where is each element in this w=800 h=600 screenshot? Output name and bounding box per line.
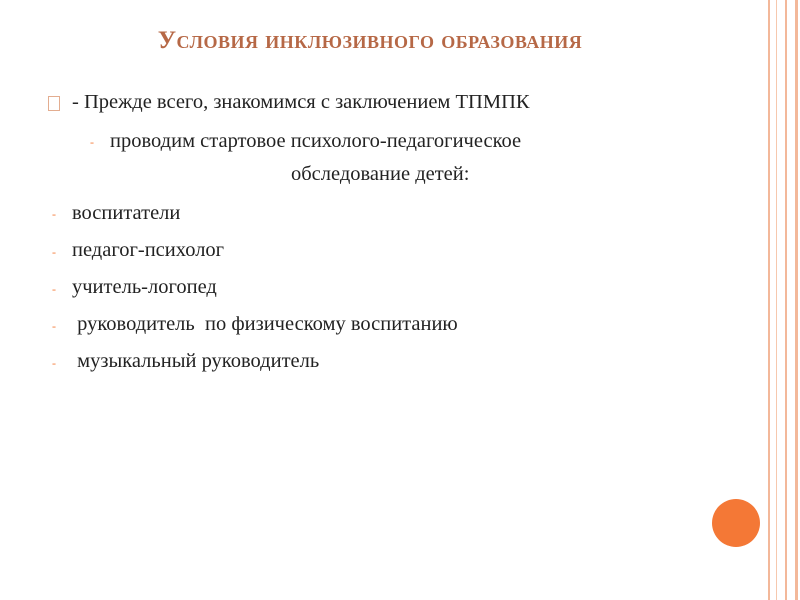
list-item: учитель-логопед	[72, 276, 217, 298]
dash-bullet: -	[52, 207, 56, 221]
placeholder-box-icon	[48, 96, 60, 111]
list-item: проводим стартовое психолого-педагогическое	[110, 130, 522, 152]
accent-circle	[712, 499, 760, 547]
dash-bullet: -	[90, 135, 94, 149]
dash-bullet: -	[52, 356, 56, 370]
dash-bullet: -	[52, 282, 56, 296]
list-item-continuation: обследование детей:	[291, 163, 470, 185]
slide-title: Условия инклюзивного образования	[157, 27, 583, 54]
dash-bullet: -	[52, 245, 56, 259]
frame-line	[768, 0, 770, 600]
list-item: воспитатели	[72, 202, 181, 224]
dash-bullet: -	[52, 319, 56, 333]
frame-line	[795, 0, 798, 600]
list-item: педагог-психолог	[72, 239, 225, 261]
frame-line	[785, 0, 787, 600]
list-item: руководитель по физическому воспитанию	[72, 313, 458, 335]
list-item: музыкальный руководитель	[72, 350, 320, 372]
frame-line	[776, 0, 777, 600]
list-item: - Прежде всего, знакомимся с заключением ТПМПК	[72, 91, 530, 113]
